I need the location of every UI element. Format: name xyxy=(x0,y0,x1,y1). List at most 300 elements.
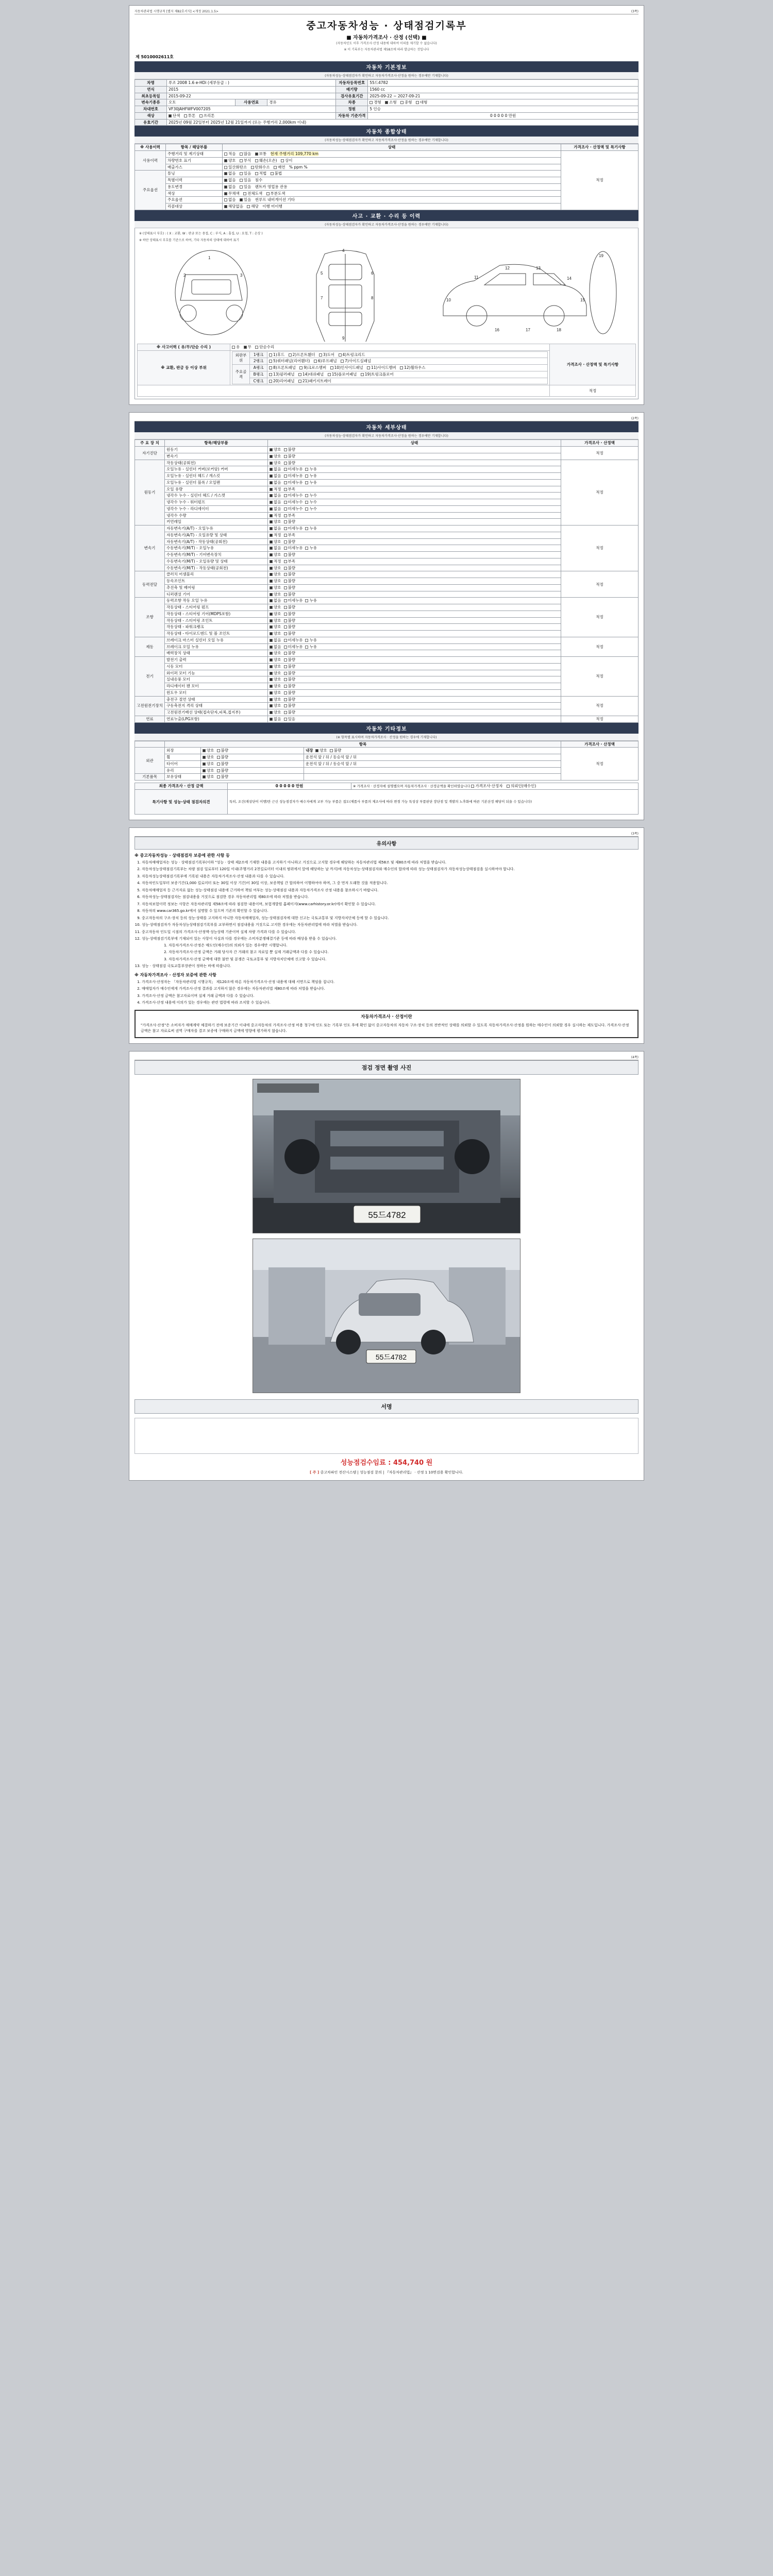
d-3-1-o1[interactable]: 불량 xyxy=(284,579,296,584)
etc-group-basic: 기본품목 xyxy=(135,774,165,781)
d-1-6-o1[interactable]: 미세누수 xyxy=(284,500,303,505)
etc-h2: 가격조사 · 산정액 xyxy=(561,741,638,748)
detail-row-name-6-0: 발전기 출력 xyxy=(165,657,268,664)
footer-note xyxy=(135,1470,638,1475)
d-6-2-o1[interactable]: 불량 xyxy=(284,671,296,676)
d-1-3-o0[interactable]: 없음 xyxy=(270,480,281,485)
detail-group-brake: 제동 xyxy=(135,637,165,656)
detail-row-name-7-0: 충전구 절연 상태 xyxy=(165,696,268,703)
d-1-2-o0[interactable]: 없음 xyxy=(270,473,281,479)
d-2-2-o0[interactable]: 양호 xyxy=(270,539,281,545)
d-1-5-o2[interactable]: 누수 xyxy=(305,493,317,498)
d-1-8-o1[interactable]: 부족 xyxy=(284,513,296,518)
overall-8-opt-0[interactable]: 해당없음 xyxy=(224,204,243,209)
overall-2-opt-0[interactable]: 일산화탄소 xyxy=(224,165,247,170)
d-7-2-o1[interactable]: 불량 xyxy=(284,710,296,715)
d-2-0-o0[interactable]: 없음 xyxy=(270,526,281,531)
detail-h1: 항목/해당부품 xyxy=(165,440,268,447)
svg-text:12: 12 xyxy=(505,265,510,270)
label-year: 연식 xyxy=(135,86,167,93)
e-2-o0[interactable]: 양호 xyxy=(203,761,214,767)
e-0-o1[interactable]: 불량 xyxy=(217,748,229,753)
detail-row-state-6-5 xyxy=(268,689,561,696)
detail-row-state-7-0 xyxy=(268,696,561,703)
signature-area[interactable] xyxy=(135,1418,638,1454)
d-3-3-o1[interactable]: 불량 xyxy=(284,592,296,597)
detail-row-state-1-2 xyxy=(268,473,561,480)
etc-row-3-2 xyxy=(304,767,561,774)
d-1-1-o2[interactable]: 누유 xyxy=(305,467,317,472)
detail-right-8: 적정 xyxy=(561,716,638,722)
notice-item-3: 4. 자동차인도일부터 보증기간(1,000 킬로미터 또는 30일 이상 기간)이 30일 이상, 보증책임 간 합의하여 이행하여야 하며, 그 중 먼저 도래한 것을 적용합니다. xyxy=(142,880,638,886)
detail-row-state-1-0 xyxy=(268,460,561,466)
panel-item-11[interactable]: 11)사이드멤버 xyxy=(367,365,396,370)
d-6-0-o1[interactable]: 불량 xyxy=(284,657,296,663)
color-opt-0[interactable]: 단색 xyxy=(169,113,180,118)
label-body-type: 차종 xyxy=(336,99,368,106)
body-opt-2[interactable]: 중형 xyxy=(400,100,412,105)
e-1-o1[interactable]: 불량 xyxy=(217,755,229,760)
detail-row-name-1-4: 오일 유량 xyxy=(165,486,268,493)
e-2-o1[interactable]: 불량 xyxy=(217,761,229,767)
overall-7-opt-0[interactable]: 없음 xyxy=(224,197,236,202)
d-2-4-o1[interactable]: 불량 xyxy=(284,552,296,557)
notice-title: 유의사항 xyxy=(135,837,638,850)
d-0-0-o1[interactable]: 불량 xyxy=(284,447,296,452)
d-6-2-o0[interactable]: 양호 xyxy=(270,671,281,676)
svg-text:7: 7 xyxy=(321,295,323,300)
d-5-2-o0[interactable]: 양호 xyxy=(270,651,281,656)
detail-row-name-2-6: 수동변속기(M/T) - 작동상태(공회전) xyxy=(165,565,268,571)
page-3-spacer xyxy=(135,832,136,835)
detail-row-state-1-7 xyxy=(268,505,561,512)
e-0-o0[interactable]: 양호 xyxy=(203,748,214,753)
detail-row-name-8-0: 연료누출(LPG포함) xyxy=(165,716,268,722)
d-1-6-o0[interactable]: 없음 xyxy=(270,500,281,505)
color-opt-1[interactable]: 투톤 xyxy=(184,113,196,118)
e-4-o0[interactable]: 양호 xyxy=(203,774,214,779)
accident-opt-yes[interactable]: 유 xyxy=(232,345,240,350)
panel-item-16[interactable]: 19)트렁크플로어 xyxy=(361,372,394,377)
e-0b-o1[interactable]: 불량 xyxy=(330,748,342,753)
detail-row-name-2-5: 수동변속기(M/T) - 오일유량 및 상태 xyxy=(165,558,268,565)
d-6-4-o1[interactable]: 불량 xyxy=(284,684,296,689)
d-1-3-o1[interactable]: 미세누유 xyxy=(284,480,303,485)
d-3-1-o0[interactable]: 양호 xyxy=(270,579,281,584)
page-number-2: (2쪽) xyxy=(631,417,638,421)
panel-item-3[interactable]: 3)도어 xyxy=(319,352,334,358)
overall-2-opt-1[interactable]: 탄화수소 xyxy=(251,165,270,170)
d-4-1-o1[interactable]: 불량 xyxy=(284,605,296,610)
d-2-6-o1[interactable]: 불량 xyxy=(284,566,296,571)
d-3-3-o0[interactable]: 양호 xyxy=(270,592,281,597)
e-3-o0[interactable]: 양호 xyxy=(203,768,214,773)
detail-table xyxy=(135,439,638,722)
d-6-5-o0[interactable]: 양호 xyxy=(270,690,281,696)
overall-0-opt-0[interactable]: 적음 xyxy=(224,151,236,157)
d-6-5-o1[interactable]: 불량 xyxy=(284,690,296,696)
d-1-7-o1[interactable]: 미세누수 xyxy=(284,506,303,512)
d-6-3-o0[interactable]: 양호 xyxy=(270,677,281,682)
overall-h1: 항목 / 해당부품 xyxy=(166,144,223,151)
notice-item-0: 1. 자동차매매업자는 성능 · 상태점검기록부(이하 "성능 · 상태 제2조에 기재한 내용을 고지하기 아니하고 거짓으로 고지할 경우에 해당하는 자동차관리법 제58조 및 제80조에 따라 처벌을 받습니다. xyxy=(142,860,638,866)
body-opt-3[interactable]: 대형 xyxy=(416,100,428,105)
section-detail-note: (자동차성능·상태점검자가 확인하고 자동차가격조사·산정을 원하는 경우에만 기재합니다) xyxy=(135,432,638,439)
d-2-3-o1[interactable]: 미세누유 xyxy=(284,546,303,551)
overall-row-3-state xyxy=(223,171,561,177)
overall-6-opt-1[interactable]: 전체도색 xyxy=(243,191,262,196)
notice-h3-item-2: 3. 가격조사·산정 금액은 참고자료이며 실제 거래 금액과 다를 수 있습니다. xyxy=(142,993,638,999)
overall-0-opt-2[interactable]: 보통 xyxy=(255,151,267,157)
overall-row-2-name: 배출가스 xyxy=(166,164,223,171)
detail-row-name-2-4: 수동변속기(M/T) - 기어변속장치 xyxy=(165,552,268,558)
etc-row-4-n: 보유상태 xyxy=(165,774,201,781)
d-1-1-o0[interactable]: 없음 xyxy=(270,467,281,472)
d-7-1-o1[interactable]: 불량 xyxy=(284,703,296,708)
detail-row-state-0-1 xyxy=(268,453,561,460)
section-etc-note: (※ 항목별 표시하며 자동차가격조사 · 산정을 원하는 경우에 기재합니다) xyxy=(135,734,638,741)
overall-2-opt-2[interactable]: 매연 xyxy=(274,165,285,170)
d-1-2-o2[interactable]: 누유 xyxy=(305,473,317,479)
d-6-0-o0[interactable]: 양호 xyxy=(270,657,281,663)
section-accident-note: (자동차성능·상태점검자가 확인하고 자동차가격조사·산정을 원하는 경우에만 기재합니다) xyxy=(135,221,638,228)
d-1-7-o2[interactable]: 누수 xyxy=(305,506,317,512)
page-4 xyxy=(129,1051,644,1481)
d-1-2-o1[interactable]: 미세누유 xyxy=(284,473,303,479)
notice-list-1 xyxy=(142,860,638,969)
value-seats: 5 인승 xyxy=(368,106,638,113)
panel-item-6[interactable]: 6)루프패널 xyxy=(314,359,337,364)
page-3 xyxy=(129,827,644,1044)
notice-sub-1: 2. 자동차가격조사·산정 금액은 거래 당사자 간 거래의 참고 자료일 뿐 실제 거래금액과 다를 수 있습니다. xyxy=(169,950,638,955)
d-2-1-o0[interactable]: 적정 xyxy=(270,533,281,538)
panel-item-10[interactable]: 10)인사이드패널 xyxy=(330,365,363,370)
detail-row-name-3-1: 등속조인트 xyxy=(165,578,268,585)
accident-opt-simple[interactable]: 단순수리 xyxy=(255,345,274,350)
d-4-0-o2[interactable]: 누유 xyxy=(305,598,317,603)
d-7-0-o0[interactable]: 양호 xyxy=(270,697,281,702)
detail-row-state-4-1 xyxy=(268,604,561,611)
d-2-5-o1[interactable]: 부족 xyxy=(284,559,296,564)
fee-value: 454,740 원 xyxy=(393,1459,433,1467)
price-chk-buyer[interactable]: 의뢰인(매수인) xyxy=(507,784,536,789)
panel-group-outer: 외판부위 xyxy=(232,351,250,365)
d-2-3-o0[interactable]: 없음 xyxy=(270,546,281,551)
color-opt-2[interactable]: 쓰리톤 xyxy=(199,113,215,118)
d-1-0-o0[interactable]: 양호 xyxy=(270,461,281,466)
panel-item-8[interactable]: 8)프론트패널 xyxy=(269,365,296,370)
d-6-1-o1[interactable]: 불량 xyxy=(284,664,296,669)
value-base-price: 0 0 0 0 0 만원 xyxy=(368,112,638,119)
detail-row-name-2-2: 자동변속기(A/T) - 작동상태(공회전) xyxy=(165,538,268,545)
d-8-0-o0[interactable]: 없음 xyxy=(270,717,281,722)
overall-6-opt-2[interactable]: 부분도색 xyxy=(266,191,285,196)
panel-rank-B-items xyxy=(267,371,548,378)
d-5-1-o2[interactable]: 누유 xyxy=(305,645,317,650)
fee-label: 성능점검수임료 : xyxy=(340,1459,391,1467)
page-4-topbar xyxy=(135,1055,638,1060)
e-3-o1[interactable]: 불량 xyxy=(217,768,229,773)
panel-item-17[interactable]: 20)리어패널 xyxy=(269,379,294,384)
d-3-2-o0[interactable]: 양호 xyxy=(270,585,281,590)
price-summary-note: ※ 가격조사 · 산정자에 설명했으며 자동차가격조사 · 산정금액을 확인하였습니다 xyxy=(353,784,470,789)
d-1-4-o0[interactable]: 적정 xyxy=(270,487,281,492)
body-opt-0[interactable]: 경형 xyxy=(369,100,381,105)
d-0-0-o0[interactable]: 양호 xyxy=(270,447,281,452)
panel-item-2[interactable]: 2)프론트휀더 xyxy=(289,352,315,358)
detail-row-state-2-6 xyxy=(268,565,561,571)
svg-text:3: 3 xyxy=(240,273,243,278)
d-4-2-o0[interactable]: 양호 xyxy=(270,612,281,617)
detail-row-state-2-4 xyxy=(268,552,561,558)
d-3-2-o1[interactable]: 불량 xyxy=(284,585,296,590)
overall-1-opt-2[interactable]: 훼손(오손) xyxy=(255,158,277,163)
detail-row-state-6-0 xyxy=(268,657,561,664)
overall-7-opt-1[interactable]: 있음 xyxy=(240,197,251,202)
label-color: 색상 xyxy=(135,112,167,119)
panel-item-13[interactable]: 13)필러패널 xyxy=(269,372,294,377)
d-5-0-o1[interactable]: 미세누유 xyxy=(284,638,303,643)
d-6-3-o1[interactable]: 불량 xyxy=(284,677,296,682)
detail-group-drivetrain: 동력전달 xyxy=(135,571,165,598)
value-transmission: 오토 xyxy=(167,99,236,106)
d-1-9-o0[interactable]: 양호 xyxy=(270,519,281,524)
overall-5-opt-0[interactable]: 없음 xyxy=(224,184,236,190)
price-summary-table xyxy=(135,783,638,815)
d-1-5-o1[interactable]: 미세누수 xyxy=(284,493,303,498)
d-0-1-o0[interactable]: 양호 xyxy=(270,454,281,459)
overall-1-opt-1[interactable]: 부식 xyxy=(240,158,251,163)
label-inspect-valid: 검사유효기간 xyxy=(336,93,368,99)
panel-item-12[interactable]: 12)휠하우스 xyxy=(400,365,425,370)
detail-row-name-4-3: 작동상태 - 스티어링 조인트 xyxy=(165,617,268,624)
panel-item-4[interactable]: 4)트렁크리드 xyxy=(339,352,365,358)
detail-row-name-3-0: 클러치 어셈블리 xyxy=(165,571,268,578)
overall-row-8-state xyxy=(223,204,561,210)
etc-row-4-s xyxy=(201,774,304,781)
d-2-6-o0[interactable]: 양호 xyxy=(270,566,281,571)
svg-text:15: 15 xyxy=(580,297,585,302)
overall-row-7-name: 주요옵션 xyxy=(166,197,223,204)
photo-underbody xyxy=(253,1079,520,1233)
overall-1-opt-3[interactable]: 상이 xyxy=(281,158,293,163)
d-7-0-o1[interactable]: 불량 xyxy=(284,697,296,702)
detail-row-state-5-0 xyxy=(268,637,561,643)
detail-row-name-5-2: 배력장치 상태 xyxy=(165,650,268,657)
page-number-4: (4쪽) xyxy=(631,1055,638,1059)
d-4-4-o1[interactable]: 불량 xyxy=(284,624,296,630)
body-opt-1[interactable]: 소형 xyxy=(385,100,397,105)
d-2-0-o1[interactable]: 미세누유 xyxy=(284,526,303,531)
overall-3-opt-3[interactable]: 불법 xyxy=(271,171,282,176)
detail-right-3: 적정 xyxy=(561,571,638,598)
svg-text:10: 10 xyxy=(446,297,451,302)
etc-row-1-n: 휠 xyxy=(165,754,201,761)
detail-group-steering: 조향 xyxy=(135,598,165,637)
overall-0-opt-1[interactable]: 많음 xyxy=(240,151,251,157)
panel-rank-A-items xyxy=(267,365,548,371)
detail-row-state-4-2 xyxy=(268,611,561,617)
d-2-4-o0[interactable]: 양호 xyxy=(270,552,281,557)
etc-row-3-s xyxy=(201,767,304,774)
d-4-4-o0[interactable]: 양호 xyxy=(270,624,281,630)
detail-row-state-2-2 xyxy=(268,538,561,545)
overall-row-2-state xyxy=(223,164,561,171)
svg-text:18: 18 xyxy=(557,327,561,332)
d-5-0-o0[interactable]: 없음 xyxy=(270,638,281,643)
label-base-price: 자동차 기준가격 xyxy=(336,112,368,119)
e-1-o0[interactable]: 양호 xyxy=(203,755,214,760)
d-2-1-o1[interactable]: 부족 xyxy=(284,533,296,538)
d-6-1-o0[interactable]: 양호 xyxy=(270,664,281,669)
detail-row-name-4-5: 작동상태 - 타이로드엔드 및 볼 조인트 xyxy=(165,631,268,637)
d-4-3-o1[interactable]: 불량 xyxy=(284,618,296,623)
d-1-9-o1[interactable]: 불량 xyxy=(284,519,296,524)
d-3-0-o0[interactable]: 양호 xyxy=(270,572,281,577)
overall-group-options: 주요옵션 xyxy=(135,171,166,210)
panel-item-1[interactable]: 1)후드 xyxy=(269,352,284,358)
d-7-2-o0[interactable]: 양호 xyxy=(270,710,281,715)
detail-row-state-1-4 xyxy=(268,486,561,493)
d-5-0-o2[interactable]: 누유 xyxy=(305,638,317,643)
document-number: 제 5010002611호 xyxy=(136,55,174,60)
detail-row-name-5-1: 브레이크 오일 누유 xyxy=(165,643,268,650)
svg-text:11: 11 xyxy=(474,275,479,280)
d-1-3-o2[interactable]: 누유 xyxy=(305,480,317,485)
value-fuel: 경유 xyxy=(267,99,336,106)
overall-row-1-name: 차량번호 표기 xyxy=(166,157,223,164)
panel-item-15[interactable]: 15)플로어패널 xyxy=(328,372,357,377)
photo-plate-2-text: 55드4782 xyxy=(375,1352,407,1361)
accident-summary-table xyxy=(137,344,636,397)
overall-0-odometer: 현재 주행거리 109,770 km xyxy=(270,151,318,157)
e-4-o1[interactable]: 불량 xyxy=(217,774,229,779)
label-displacement: 배기량 xyxy=(336,86,368,93)
d-6-4-o0[interactable]: 양호 xyxy=(270,684,281,689)
overall-7-note: 썬루프 내비게이션 기타 xyxy=(255,197,295,202)
panel-item-5[interactable]: 5)쿼터패널(리어휀더) xyxy=(269,359,310,364)
detail-right-5: 적정 xyxy=(561,637,638,656)
overall-3-opt-2[interactable]: 적법 xyxy=(255,171,267,176)
d-2-3-o2[interactable]: 누유 xyxy=(305,546,317,551)
panel-item-18[interactable]: 21)패키지트레이 xyxy=(298,379,331,384)
etc-row-4-2 xyxy=(304,774,561,781)
d-2-5-o0[interactable]: 적정 xyxy=(270,559,281,564)
section-detail-band: 자동차 세부상태 xyxy=(135,421,638,432)
d-1-0-o1[interactable]: 불량 xyxy=(284,461,296,466)
overall-4-opt-1[interactable]: 있음 xyxy=(240,178,251,183)
d-1-5-o0[interactable]: 없음 xyxy=(270,493,281,498)
value-car-name: 푸조 2008 1.6 e-HDi (세부등급 : ) xyxy=(167,80,336,87)
overall-2-note: % ppm % xyxy=(289,164,308,170)
d-4-3-o0[interactable]: 양호 xyxy=(270,618,281,623)
value-reg-no: 55드4782 xyxy=(368,80,638,87)
car-diagram-svg xyxy=(155,244,618,342)
d-4-0-o0[interactable]: 없음 xyxy=(270,598,281,603)
d-1-7-o0[interactable]: 없음 xyxy=(270,506,281,512)
value-year: 2015 xyxy=(167,86,336,93)
overall-1-opt-0[interactable]: 양호 xyxy=(224,158,236,163)
d-8-0-o1[interactable]: 있음 xyxy=(284,717,296,722)
overall-3-opt-0[interactable]: 없음 xyxy=(224,171,236,176)
page-4-spacer xyxy=(135,1055,136,1059)
svg-text:17: 17 xyxy=(526,327,530,332)
accident-diagram xyxy=(135,228,638,400)
page-note-1: (자동차인도 이후 가격조사·산정 내용에 대하여 이의를 제기할 수 없습니다) xyxy=(336,42,437,45)
value-displacement: 1560 cc xyxy=(368,86,638,93)
price-chk-assessor[interactable]: 가격조사·산정자 xyxy=(471,784,502,789)
form-legal-ref: 자동차관리법 시행규칙 [별지 제82호서식] <개정 2021.1.5> xyxy=(135,10,219,13)
d-5-2-o1[interactable]: 불량 xyxy=(284,651,296,656)
d-1-6-o2[interactable]: 누수 xyxy=(305,500,317,505)
d-3-0-o1[interactable]: 불량 xyxy=(284,572,296,577)
detail-row-state-8-0 xyxy=(268,716,561,722)
panel-rank-2: 2랭크 xyxy=(250,358,267,365)
declaration-body: "가격조사·산정"은 소비자가 매매계약 체결하기 전에 보증기간 이내에 중고자동차의 가격조사·산정 비용 청구에 인도 또는 기록부 인도 후에 확인 없이 중고자동차의 자동차 구조·장치 등의 전반적인 상태를 의뢰할 수 있도록 자동차가격조사·산정을 원하는 매수인이 의뢰할 경우 실시하는 제도입니다. 가격조사·산정 금액은 참고 자료로써 권역 구매자를 결코 보증에 구매하지 금액에 영향에 평가하지 않습니다. xyxy=(141,1023,629,1033)
value-first-reg: 2015-09-22 xyxy=(167,93,336,99)
d-4-5-o0[interactable]: 양호 xyxy=(270,631,281,636)
detail-row-name-4-4: 작동상태 - 파워크랭크 xyxy=(165,624,268,631)
d-1-1-o1[interactable]: 미세누유 xyxy=(284,467,303,472)
overall-8-opt-1[interactable]: 해당 xyxy=(247,204,259,209)
accident-opt-no[interactable]: 무 xyxy=(244,345,251,350)
detail-row-state-3-1 xyxy=(268,578,561,585)
overall-3-opt-1[interactable]: 있음 xyxy=(240,171,251,176)
notice-item-8: 9. 중고자동차의 구조·장치 등의 성능·상태를 고지하지 아니한 자동차매매업자, 성능·상태점검자에 대한 신고는 국토교통부 및 지방자치단체 등에 할 수 있습니다. xyxy=(142,916,638,921)
e-0b-o0[interactable]: 양호 xyxy=(315,748,327,753)
etc-row-2-n: 타이어 xyxy=(165,760,201,767)
section-overall-band: 자동차 종합상태 xyxy=(135,126,638,137)
d-4-5-o1[interactable]: 불량 xyxy=(284,631,296,636)
overall-4-opt-0[interactable]: 없음 xyxy=(224,178,236,183)
d-5-1-o1[interactable]: 미세누유 xyxy=(284,645,303,650)
overall-row-1-state xyxy=(223,157,561,164)
etc-row-1-2: 운전석 앞 / 뒤 / 동승석 앞 / 뒤 xyxy=(304,754,561,761)
d-7-1-o0[interactable]: 양호 xyxy=(270,703,281,708)
value-body-type xyxy=(368,99,638,106)
overall-6-opt-0[interactable]: 무채색 xyxy=(224,191,240,196)
detail-row-name-1-7: 냉각수 누수 - 라디에이터 xyxy=(165,505,268,512)
overall-group-usage: 사용이력 xyxy=(135,151,166,171)
detail-row-name-1-6: 냉각수 누수 - 워터펌프 xyxy=(165,499,268,506)
footer-text: 중고차파인 전산시스템 | 성능점검 문의 | 『자동차관리법』 · 산정 1 10면검용 확인합니다. xyxy=(320,1470,463,1475)
d-0-1-o1[interactable]: 불량 xyxy=(284,454,296,459)
etc-group-exterior: 외관 xyxy=(135,748,165,774)
d-4-0-o1[interactable]: 미세누유 xyxy=(284,598,303,603)
etc-row-0-n: 외장 xyxy=(165,748,201,754)
value-vin: VF30JAHFWFV007205 xyxy=(167,106,336,113)
panel-rank-A: A랭크 xyxy=(250,365,267,371)
photo-underbody-svg xyxy=(253,1079,520,1233)
detail-row-state-7-1 xyxy=(268,703,561,709)
d-2-2-o1[interactable]: 불량 xyxy=(284,539,296,545)
d-2-0-o2[interactable]: 누유 xyxy=(305,526,317,531)
d-4-2-o1[interactable]: 불량 xyxy=(284,612,296,617)
panel-item-14[interactable]: 14)대쉬패널 xyxy=(298,372,324,377)
d-1-4-o1[interactable]: 부족 xyxy=(284,487,296,492)
label-reg-no: 자동차등록번호 xyxy=(336,80,368,87)
d-1-8-o0[interactable]: 적정 xyxy=(270,513,281,518)
panel-item-7[interactable]: 7)사이드실패널 xyxy=(341,359,371,364)
detail-group-electric: 전기 xyxy=(135,657,165,697)
panel-item-9[interactable]: 9)크로스멤버 xyxy=(299,365,326,370)
detail-row-state-6-4 xyxy=(268,683,561,690)
overall-5-opt-1[interactable]: 있음 xyxy=(240,184,251,190)
overall-row-7-state xyxy=(223,197,561,204)
price-summary-digits: 0 0 0 0 0 xyxy=(275,784,295,789)
d-5-1-o0[interactable]: 없음 xyxy=(270,645,281,650)
d-4-1-o0[interactable]: 양호 xyxy=(270,605,281,610)
